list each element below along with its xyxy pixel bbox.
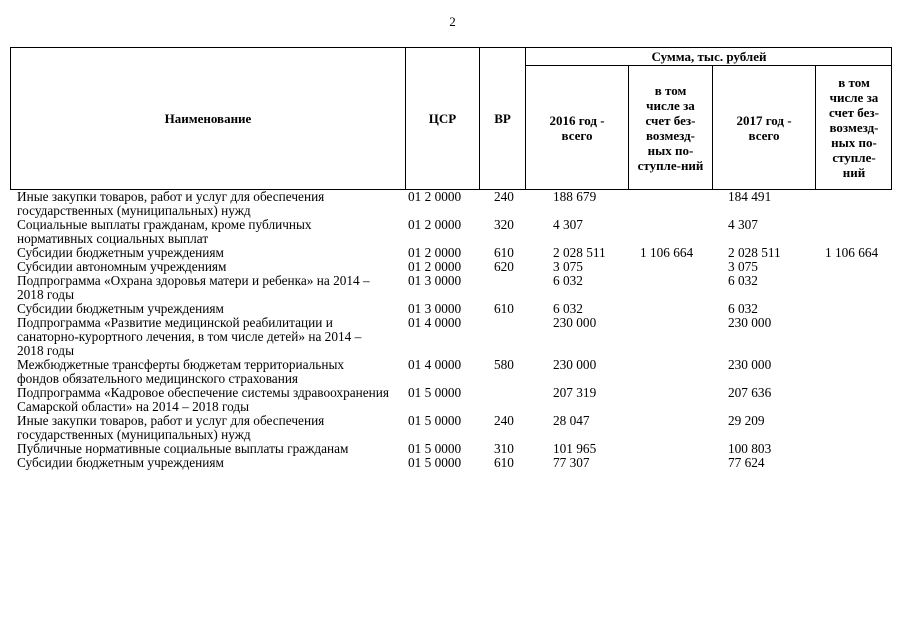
row-2016-total: 101 965 [553,441,597,456]
row-2016-total: 230 000 [553,315,597,330]
row-2016-total: 3 075 [553,259,583,274]
row-vr: 610 [494,455,514,470]
row-vr: 610 [494,245,514,260]
table-body [10,190,892,470]
table-row [10,246,892,260]
row-vr: 240 [494,189,514,204]
row-vr: 320 [494,217,514,232]
row-name: Публичные нормативные социальные выплаты гражданам [17,441,349,456]
row-csr: 01 5 0000 [408,455,462,470]
row-2017-total: 207 636 [728,385,772,400]
row-2017-total: 6 032 [728,301,758,316]
table-row [10,456,892,470]
header-name: Наименование [10,47,405,190]
table-row [10,218,892,246]
row-csr: 01 2 0000 [408,245,462,260]
table-row [10,274,892,302]
row-2016-total: 28 047 [553,413,590,428]
row-2017-total: 2 028 511 [728,245,781,260]
row-vr: 240 [494,413,514,428]
table-row [10,316,892,358]
row-name: Субсидии автономным учреждениям [17,259,227,274]
header-sum: Сумма, тыс. рублей [525,47,892,65]
table-row [10,442,892,456]
row-csr: 01 2 0000 [408,189,462,204]
table-header [10,47,892,190]
row-csr: 01 3 0000 [408,301,462,316]
header-2016-free: в том числе за счет без-возмезд-ных по-ступле-ний [628,65,712,190]
table-row [10,260,892,274]
header-2017-total: 2017 год - всего [712,65,815,190]
table-row [10,190,892,218]
row-name: Субсидии бюджетным учреждениям [17,245,224,260]
row-2017-total: 184 491 [728,189,772,204]
row-name: Иные закупки товаров, работ и услуг для обеспечения государственных (муниципальных) нужд [17,413,325,442]
row-vr: 610 [494,301,514,316]
row-vr: 620 [494,259,514,274]
row-2016-total: 77 307 [553,455,590,470]
row-2016-free: 1 106 664 [640,245,694,260]
row-name: Социальные выплаты гражданам, кроме публичных нормативных социальных выплат [17,217,312,246]
row-name: Иные закупки товаров, работ и услуг для обеспечения государственных (муниципальных) нужд [17,189,325,218]
row-csr: 01 5 0000 [408,413,462,428]
row-2016-total: 230 000 [553,357,597,372]
row-csr: 01 2 0000 [408,217,462,232]
row-csr: 01 4 0000 [408,315,462,330]
row-csr: 01 5 0000 [408,441,462,456]
row-2016-total: 188 679 [553,189,597,204]
row-2017-total: 230 000 [728,357,772,372]
table-row [10,414,892,442]
row-csr: 01 4 0000 [408,357,462,372]
header-vr: ВР [479,47,525,190]
row-2017-total: 4 307 [728,217,758,232]
row-csr: 01 2 0000 [408,259,462,274]
row-name: Подпрограмма «Развитие медицинской реабилитации и санаторно-курортного лечения, в том числе детей» на 2014 – 2018 годы [17,315,362,358]
table-row [10,358,892,386]
row-2017-total: 6 032 [728,273,758,288]
row-csr: 01 3 0000 [408,273,462,288]
row-csr: 01 5 0000 [408,385,462,400]
row-2017-free: 1 106 664 [825,245,879,260]
row-name: Субсидии бюджетным учреждениям [17,301,224,316]
row-name: Подпрограмма «Охрана здоровья матери и ребенка» на 2014 – 2018 годы [17,273,370,302]
row-2016-total: 2 028 511 [553,245,606,260]
table-row [10,386,892,414]
row-2017-total: 29 209 [728,413,765,428]
header-csr: ЦСР [405,47,479,190]
table-row [10,302,892,316]
row-name: Субсидии бюджетным учреждениям [17,455,224,470]
row-vr: 310 [494,441,514,456]
row-name: Межбюджетные трансферты бюджетам территориальных фондов обязательного медицинского страхования [17,357,345,386]
row-2016-total: 207 319 [553,385,597,400]
row-2017-total: 3 075 [728,259,758,274]
row-vr: 580 [494,357,514,372]
row-2017-total: 230 000 [728,315,772,330]
row-2016-total: 6 032 [553,301,583,316]
row-2017-total: 77 624 [728,455,765,470]
page-number: 2 [449,14,456,29]
row-2017-total: 100 803 [728,441,772,456]
row-2016-total: 6 032 [553,273,583,288]
header-2017-free: в том числе за счет без-возмезд-ных по-ступле-ний [815,65,892,190]
row-2016-total: 4 307 [553,217,583,232]
header-2016-total: 2016 год - всего [525,65,628,190]
row-name: Подпрограмма «Кадровое обеспечение системы здравоохранения Самарской области» на 2014 – 2018 годы [17,385,390,414]
